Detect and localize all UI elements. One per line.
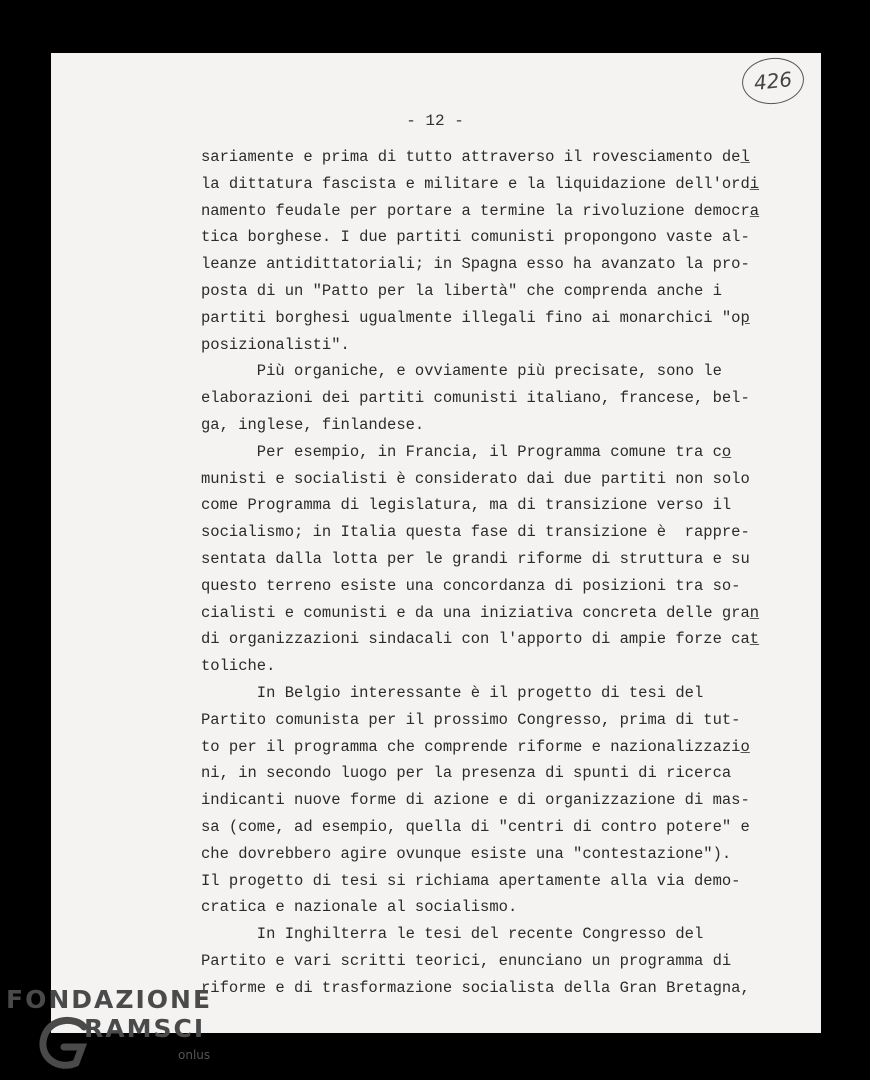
- text-line: [201, 466, 761, 493]
- text-line: [201, 868, 761, 895]
- text-line-underlined-tail: p: [740, 308, 750, 327]
- text-line-main: sariamente e prima di tutto attraverso il rovesciamento de: [201, 148, 741, 166]
- text-line: [201, 707, 761, 734]
- text-line-main: cialisti e comunisti e da una iniziativa concreta delle gra: [201, 603, 750, 622]
- text-line-main: Partito e vari scritti teorici, enunciano un programma di: [201, 951, 732, 970]
- text-line: [201, 358, 761, 385]
- text-line: [201, 546, 761, 573]
- logo-text-line1: FONDAZIONE: [6, 985, 213, 1014]
- text-line-underlined-tail: n: [749, 603, 760, 622]
- text-line-main: In Inghilterra le tesi del recente Congresso del: [201, 925, 704, 944]
- logo-onlus: onlus: [178, 1048, 211, 1062]
- text-line: [201, 305, 761, 332]
- text-line-main: indicanti nuove forme di azione e di organizzazione di mas-: [201, 791, 750, 810]
- text-line: [201, 573, 761, 600]
- text-line: [201, 278, 761, 305]
- text-line: [201, 224, 761, 251]
- text-line-main: questo terreno esiste una concordanza di posizioni tra so-: [201, 576, 741, 595]
- text-line: [201, 814, 761, 841]
- text-line-underlined-tail: t: [749, 630, 760, 649]
- text-line-underlined-tail: o: [740, 737, 750, 756]
- text-line: [201, 975, 761, 1002]
- text-line: [201, 251, 761, 278]
- text-line-main: posizionalisti".: [201, 335, 350, 354]
- text-line-main: Per esempio, in Francia, il Programma comune tra c: [201, 442, 722, 461]
- text-line-main: Il progetto di tesi si richiama apertamente alla via demo-: [201, 871, 741, 890]
- text-line-main: socialismo; in Italia questa fase di transizione è rappre-: [201, 523, 750, 542]
- text-line: [201, 171, 761, 198]
- text-line-main: ni, in secondo luogo per la presenza di spunti di ricerca: [201, 764, 732, 783]
- text-line: [201, 332, 761, 359]
- text-line-underlined-tail: l: [740, 148, 750, 166]
- text-line: [201, 519, 761, 546]
- text-line: [201, 653, 761, 680]
- text-line: [201, 921, 761, 948]
- text-line-main: partiti borghesi ugualmente illegali fino ai monarchici "o: [201, 308, 741, 327]
- text-line: [201, 680, 761, 707]
- text-line: [201, 787, 761, 814]
- text-line: [201, 492, 761, 519]
- text-line: [201, 412, 761, 439]
- text-line-main: Partito comunista per il prossimo Congresso, prima di tut-: [201, 710, 741, 729]
- fondazione-gramsci-logo: [6, 985, 226, 1075]
- text-line-main: In Belgio interessante è il progetto di tesi del: [201, 683, 704, 702]
- text-line: [201, 144, 761, 171]
- text-line: [201, 600, 761, 627]
- archive-stamp-number: 426: [752, 67, 794, 95]
- text-line: [201, 948, 761, 975]
- text-line: [201, 385, 761, 412]
- text-line-main: la dittatura fascista e militare e la liquidazione dell'ord: [201, 174, 750, 193]
- text-line-main: leanze antidittatoriali; in Spagna esso ha avanzato la pro-: [201, 255, 750, 274]
- text-line-main: di organizzazioni sindacali con l'apporto di ampie forze ca: [201, 630, 750, 649]
- text-line-main: elaborazioni dei partiti comunisti italiano, francese, bel-: [201, 389, 750, 408]
- text-line-main: tica borghese. I due partiti comunisti propongono vaste al-: [201, 228, 750, 247]
- text-line: [201, 760, 761, 787]
- text-line-underlined-tail: i: [749, 174, 760, 193]
- text-line-underlined-tail: a: [749, 201, 760, 220]
- text-line: [201, 198, 761, 225]
- text-line-main: toliche.: [201, 657, 276, 676]
- text-line-main: posta di un "Patto per la libertà" che comprenda anche i: [201, 281, 722, 300]
- text-line-main: sentata dalla lotta per le grandi riforme di struttura e su: [201, 549, 750, 568]
- text-line-main: Più organiche, e ovviamente più precisate, sono le: [201, 362, 722, 381]
- text-line: [201, 734, 761, 761]
- text-line: [201, 894, 761, 921]
- text-line-main: ga, inglese, finlandese.: [201, 415, 425, 434]
- text-line-main: che dovrebbero agire ovunque esiste una "contestazione").: [201, 844, 732, 863]
- text-line-main: to per il programma che comprende riforme e nazionalizzazi: [201, 737, 741, 756]
- text-line-main: come Programma di legislatura, ma di transizione verso il: [201, 496, 732, 515]
- text-line-main: cratica e nazionale al socialismo.: [201, 898, 518, 917]
- text-line-main: riforme e di trasformazione socialista della Gran Bretagna,: [201, 978, 750, 997]
- text-line-main: namento feudale per portare a termine la rivoluzione democr: [201, 201, 750, 220]
- text-line: [201, 626, 761, 653]
- text-line: [201, 841, 761, 868]
- logo-text-line2: RAMSCI: [84, 1014, 206, 1043]
- text-line-main: sa (come, ad esempio, quella di "centri di contro potere" e: [201, 817, 750, 836]
- page-number: - 12 -: [406, 112, 464, 130]
- text-line-underlined-tail: o: [721, 442, 732, 461]
- typed-body-text: [201, 144, 761, 1002]
- text-line-main: munisti e socialisti è considerato dai due partiti non solo: [201, 469, 750, 488]
- text-line: [201, 439, 761, 466]
